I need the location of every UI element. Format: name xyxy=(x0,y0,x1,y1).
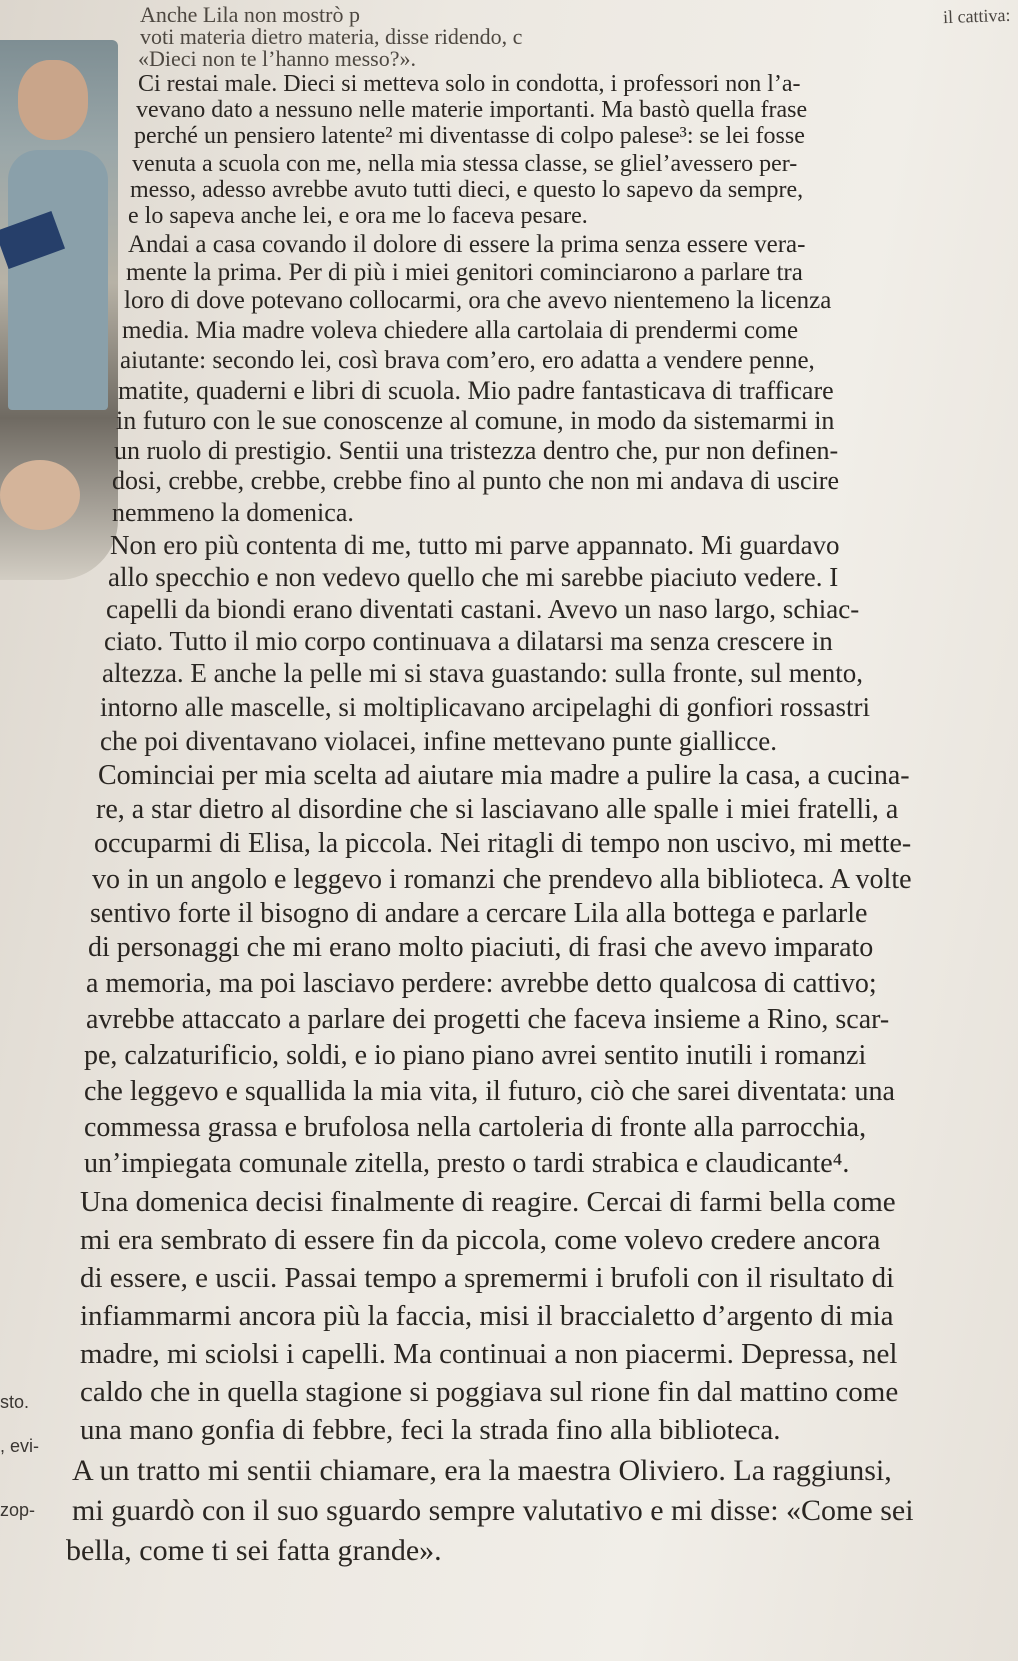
margin-note: sto. xyxy=(0,1392,30,1412)
text-line: venuta a scuola con me, nella mia stessa classe, se gliel’avessero per- xyxy=(132,151,798,177)
text-line: nemmeno la domenica. xyxy=(112,498,354,527)
text-line: Ci restai male. Dieci si metteva solo in condotta, i professori non l’a- xyxy=(138,71,801,97)
text-line: loro di dove potevano collocarmi, ora che avevo nientemeno la licenza xyxy=(124,287,832,314)
text-line: capelli da biondi erano diventati castani. Avevo un naso largo, schiac- xyxy=(106,594,860,624)
photo-hand xyxy=(0,460,80,530)
text-line: a memoria, ma poi lasciavo perdere: avrebbe detto qualcosa di cattivo; xyxy=(86,968,877,999)
text-line: un’impiegata comunale zitella, presto o tardi strabica e claudicante⁴. xyxy=(84,1148,850,1179)
text-line: vo in un angolo e leggevo i romanzi che prendevo alla biblioteca. A volte xyxy=(92,864,912,895)
text-line: caldo che in quella stagione si poggiava sul rione fin dal mattino come xyxy=(80,1376,899,1408)
photo-head xyxy=(18,60,88,140)
text-line: voti materia dietro materia, disse ridendo, c xyxy=(140,24,523,49)
text-line: intorno alle mascelle, si moltiplicavano arcipelaghi di gonfiori rossastri xyxy=(100,692,871,722)
text-line: allo specchio e non vedevo quello che mi sarebbe piaciuto vedere. I xyxy=(108,562,839,592)
text-line: Anche Lila non mostrò p xyxy=(140,2,360,27)
text-line: occuparmi di Elisa, la piccola. Nei ritagli di tempo non uscivo, mi mette- xyxy=(94,828,912,859)
text-line: in futuro con le sue conoscenze al comune, in modo da sistemarmi in xyxy=(116,406,835,435)
text-line: infiammarmi ancora più la faccia, misi il braccialetto d’argento di mia xyxy=(80,1300,894,1332)
text-line: A un tratto mi sentii chiamare, era la maestra Oliviero. La raggiunsi, xyxy=(72,1454,892,1487)
text-line: perché un pensiero latente² mi diventasse di colpo palese³: se lei fosse xyxy=(134,123,805,149)
text-line: un ruolo di prestigio. Sentii una tristezza dentro che, pur non definen- xyxy=(114,436,839,465)
margin-note: zop- xyxy=(0,1500,36,1520)
text-line: che leggevo e squallida la mia vita, il futuro, ciò che sarei diventata: una xyxy=(84,1076,895,1107)
text-line: Una domenica decisi finalmente di reagire. Cercai di farmi bella come xyxy=(80,1186,896,1218)
text-line: re, a star dietro al disordine che si lasciavano alle spalle i miei fratelli, a xyxy=(96,794,899,825)
text-line: dosi, crebbe, crebbe, crebbe fino al punto che non mi andava di uscire xyxy=(112,466,839,495)
text-line: di personaggi che mi erano molto piaciuti, di frasi che avevo imparato xyxy=(88,932,874,963)
photo-shirt xyxy=(8,150,108,410)
margin-note: , evi- xyxy=(0,1436,40,1456)
text-line: pe, calzaturificio, soldi, e io piano piano avrei sentito inutili i romanzi xyxy=(84,1040,867,1071)
text-line: avrebbe attaccato a parlare dei progetti che faceva insieme a Rino, scar- xyxy=(86,1004,890,1035)
text-line: aiutante: secondo lei, così brava com’ero, ero adatta a vendere penne, xyxy=(120,347,815,374)
text-line: media. Mia madre voleva chiedere alla cartolaia di prendermi come xyxy=(122,317,799,344)
text-line: mente la prima. Per di più i miei genitori cominciarono a parlare tra xyxy=(126,259,803,286)
text-line: Andai a casa covando il dolore di essere la prima senza essere vera- xyxy=(128,231,806,258)
text-line: una mano gonfia di febbre, feci la strada fino alla biblioteca. xyxy=(80,1414,781,1446)
text-line: sentivo forte il bisogno di andare a cercare Lila alla bottega e parlarle xyxy=(90,898,868,929)
text-line: altezza. E anche la pelle mi si stava guastando: sulla fronte, sul mento, xyxy=(102,658,863,688)
text-line: commessa grassa e brufolosa nella cartoleria di fronte alla parrocchia, xyxy=(84,1112,867,1143)
text-line: madre, mi sciolsi i capelli. Ma continuai a non piacermi. Depressa, nel xyxy=(80,1338,898,1370)
photo-illustration xyxy=(0,40,118,580)
text-line: bella, come ti sei fatta grande». xyxy=(66,1534,442,1567)
margin-note-top-right: il cattiva: xyxy=(942,4,1011,28)
text-line: mi era sembrato di essere fin da piccola, come volevo credere ancora xyxy=(80,1224,881,1256)
text-line: vevano dato a nessuno nelle materie importanti. Ma bastò quella frase xyxy=(136,97,808,123)
text-line: Non ero più contenta di me, tutto mi parve appannato. Mi guardavo xyxy=(110,530,840,560)
text-line: messo, adesso avrebbe avuto tutti dieci, e questo lo sapevo da sempre, xyxy=(130,177,804,203)
text-line: e lo sapeva anche lei, e ora me lo faceva pesare. xyxy=(128,203,588,229)
text-line: di essere, e uscii. Passai tempo a spremermi i brufoli con il risultato di xyxy=(80,1262,895,1294)
text-line: «Dieci non te l’hanno messo?». xyxy=(138,46,416,71)
text-line: ciato. Tutto il mio corpo continuava a dilatarsi ma senza crescere in xyxy=(104,626,833,656)
text-line: che poi diventavano violacei, infine mettevano punte giallicce. xyxy=(100,726,777,756)
text-line: Cominciai per mia scelta ad aiutare mia madre a pulire la casa, a cucina- xyxy=(98,760,910,791)
text-line: matite, quaderni e libri di scuola. Mio padre fantasticava di trafficare xyxy=(118,376,834,405)
text-line: mi guardò con il suo sguardo sempre valutativo e mi disse: «Come sei xyxy=(72,1494,914,1527)
